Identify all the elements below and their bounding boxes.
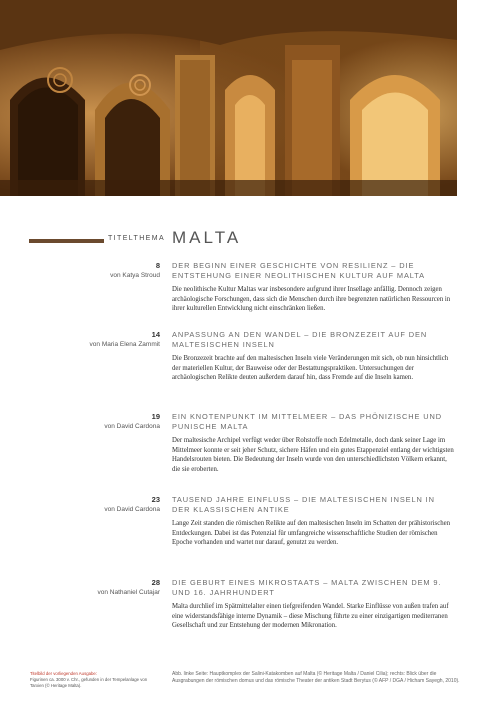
author: von Nathaniel Cutajar [97, 589, 160, 596]
footnote-title: Titelbild der vorliegenden Ausgabe: [30, 671, 97, 676]
page-title: MALTA [172, 228, 242, 247]
hero-catacomb-photo [0, 0, 457, 196]
footnote-text: Figurinen ca. 3000 v. Chr., gefunden in der Tempelanlage von Tarxien (© Heritage Malta). [30, 677, 148, 688]
image-caption: Abb. linke Seite: Hauptkomplex der Salini-Katakomben auf Malta (© Heritage Malta / Daniel Cilia); rechts: Blick über die Ausgrabungen der römischen domus und das römische Theater der antiken Stadt Berytus (© AFP / DGA / Hicham Sayegh, 2010). [172, 671, 460, 684]
toc-meta [40, 495, 160, 514]
catacomb-illustration [0, 0, 457, 196]
section-label: TITELTHEMA [108, 235, 166, 242]
page-number: 8 [155, 261, 160, 270]
toc-content [172, 495, 454, 548]
section-accent-bar [29, 239, 104, 243]
toc-content [172, 261, 454, 314]
article-summary: Malta durchlief im Spätmittelalter einen tiefgreifenden Wandel. Starke Einflüsse von außen trafen auf eine widerstandsfähige interne Dynamik – diese Mischung führte zu einer einzigartigen mediterranen Gesellschaft und zur Entstehung der modernen Mikronation. [172, 603, 449, 630]
page-number: 19 [151, 412, 160, 421]
author: von Katya Stroud [110, 272, 160, 279]
article-summary: Lange Zeit standen die römischen Relikte auf den maltesischen Inseln im Schatten der prähistorischen Entdeckungen. Dabei ist das Potenzial für umfangreiche wissenschaftliche Studien der römischen Epoche vorhanden und wartet nur darauf, genutzt zu werden. [172, 520, 451, 547]
article-heading[interactable]: TAUSEND JAHRE EINFLUSS – DIE MALTESISCHEN INSELN IN DER KLASSISCHEN ANTIKE [172, 495, 435, 514]
author: von David Cardona [104, 423, 160, 430]
toc-content [172, 578, 454, 631]
article-heading[interactable]: DIE GEBURT EINES MIKROSTAATS – MALTA ZWISCHEN DEM 9. UND 16. JAHRHUNDERT [172, 578, 442, 597]
author: von David Cardona [104, 506, 160, 513]
article-heading[interactable]: ANPASSUNG AN DEN WANDEL – DIE BRONZEZEIT AUF DEN MALTESISCHEN INSELN [172, 330, 428, 349]
page-number: 23 [151, 495, 160, 504]
cover-image-footnote [30, 671, 150, 689]
toc-meta [40, 261, 160, 280]
article-summary: Die Bronzezeit brachte auf den maltesischen Inseln viele Veränderungen mit sich, ob nun hinsichtlich der materiellen Kultur, der Bauweise oder der Bestattungspraktiken. Untersuchungen der archäologischen Relikte deuten außerdem darauf hin, dass Fremde auf die Inseln kamen. [172, 355, 449, 382]
article-summary: Die neolithische Kultur Maltas war insbesondere aufgrund ihrer Insellage anfällig. Dennoch zeigen archäologische Forschungen, dass sich die Menschen durch ihre begrenzten natürlichen Ressourcen in ihrer kulturellen Entwicklung nicht einschränken ließen. [172, 286, 451, 313]
article-heading[interactable]: EIN KNOTENPUNKT IM MITTELMEER – DAS PHÖNIZISCHE UND PUNISCHE MALTA [172, 412, 442, 431]
toc-content [172, 330, 454, 383]
toc-meta [40, 330, 160, 349]
page-number: 28 [151, 578, 160, 587]
toc-content [172, 412, 454, 474]
page-number: 14 [151, 330, 160, 339]
toc-meta [40, 412, 160, 431]
author: von Maria Elena Zammit [89, 341, 160, 348]
toc-meta [40, 578, 160, 597]
article-heading[interactable]: DER BEGINN EINER GESCHICHTE VON RESILIENZ – DIE ENTSTEHUNG EINER NEOLITHISCHEN KULTUR AUF MALTA [172, 261, 425, 280]
article-summary: Der maltesische Archipel verfügt weder über Rohstoffe noch Edelmetalle, doch dank seiner Lage im Mittelmeer konnte er seit jeher Schutz, sichere Häfen und ein gutes Etappenziel entlang der wichtigsten Handelsrouten bieten. Die Bedeutung der Inseln wurde von den unterschiedlichsten Völkern erkannt, die sie eroberten. [172, 437, 454, 473]
